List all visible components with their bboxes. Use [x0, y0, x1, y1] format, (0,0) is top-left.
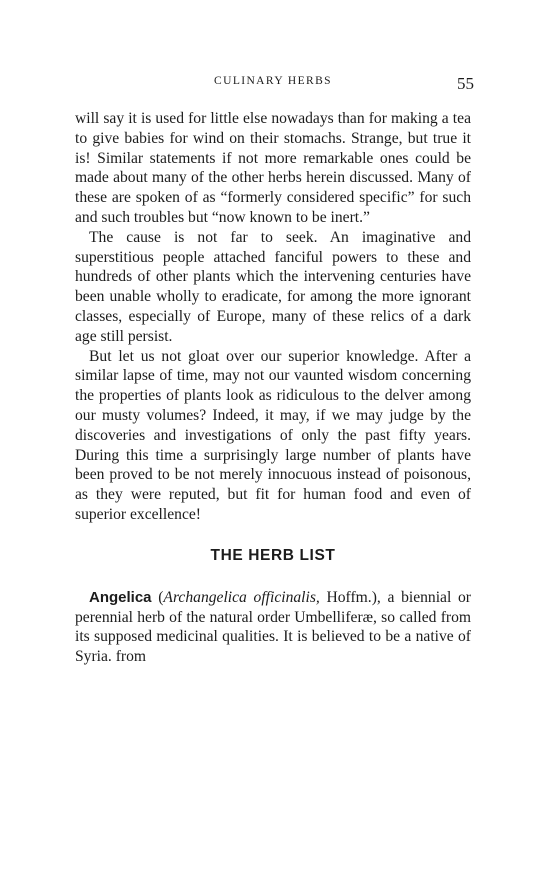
paragraph-cause: The cause is not far to seek. An imaginative and superstitious people attached fanciful powers to these and hundreds of other plants which the intervening centuries have been unable wholly to eradicate, for among the more ignorant classes, especially of Europe, many of these relics of a dark age still persist.	[75, 228, 471, 345]
entry-term: Angelica	[89, 588, 152, 606]
paragraph-knowledge: But let us not gloat over our superior knowledge. After a similar lapse of time, may not our vaunted wisdom concerning the properties of plants look as ridiculous to the delver among our musty volumes? Indeed, it may, if we may judge by the discoveries and investigations of only the past fifty years. During this time a surprisingly large number of plants have been proved to be not merely innocuous instead of poisonous, as they were reputed, but fit for human food and even of superior excellence!	[75, 347, 471, 523]
body-text	[75, 109, 471, 667]
entry-angelica	[75, 588, 471, 667]
paragraph-continued: will say it is used for little else nowadays than for making a tea to give babies for wind on their stomachs. Strange, but true it is! Similar statements if not more remarkable ones could be made about many of the other herbs herein discussed. Many of these are spoken of as “formerly considered specific” for such and such troubles but “now known to be inert.”	[75, 110, 471, 226]
entry-scientific-name: Archangelica officinalis,	[163, 588, 320, 606]
entry-description: Hoffm.), a biennial or perennial herb of the natural order Umbelliferæ, so called from its supposed medicinal qualities. It is believed to be a native of Syria. from	[75, 588, 471, 666]
entry-open-paren: (	[151, 588, 164, 606]
page-number: 55	[457, 74, 474, 93]
running-title: CULINARY HERBS	[214, 75, 332, 87]
section-heading: THE HERB LIST	[210, 546, 336, 564]
running-header	[0, 74, 552, 96]
